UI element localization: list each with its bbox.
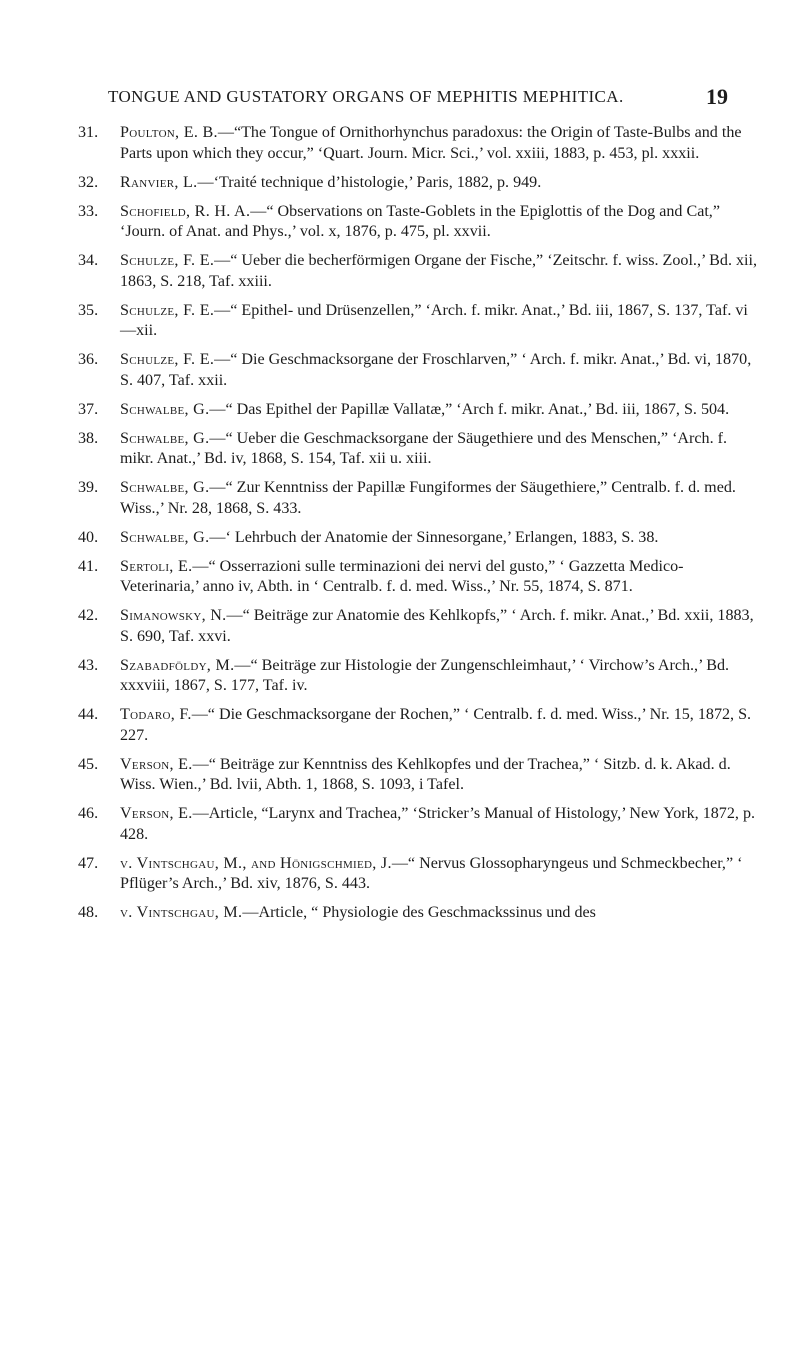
reference-author: Schwalbe, G. bbox=[120, 400, 210, 418]
reference-entry bbox=[78, 173, 758, 194]
reference-author: v. Vintschgau, M., and Hönigschmied, J. bbox=[120, 854, 392, 872]
reference-entry bbox=[78, 350, 758, 391]
reference-entry bbox=[78, 251, 758, 292]
reference-text: —“ Beiträge zur Anatomie des Kehlkopfs,” ‘ Arch. f. mikr. Anat.,’ Bd. xxii, 1883, S. 690, Taf. xxvi. bbox=[120, 607, 754, 645]
reference-number: 47. bbox=[78, 854, 99, 872]
reference-text: —“The Tongue of Ornithorhynchus paradoxus: the Origin of Taste-Bulbs and the Parts upon which they occur,” ‘Quart. Journ. Micr. Sci.,’ vol. xxiii, 1883, p. 453, pl. xxxii. bbox=[120, 124, 742, 162]
reference-author: Schulze, F. E. bbox=[120, 252, 215, 269]
reference-text: —“ Nervus Glossopharyngeus und Schmeckbecher,” ‘ Pflüger’s Arch.,’ Bd. xiv, 1876, S. 443. bbox=[120, 854, 743, 892]
reference-text: —“ Observations on Taste-Goblets in the Epiglottis of the Dog and Cat,” ‘Journ. of Anat. and Phys.,’ vol. x, 1876, p. 475, pl. xxvii. bbox=[120, 202, 720, 240]
reference-author: Schwalbe, G. bbox=[120, 479, 210, 496]
reference-text: —‘Traité technique d’histologie,’ Paris, 1882, p. 949. bbox=[197, 173, 542, 191]
reference-number: 34. bbox=[78, 252, 99, 269]
reference-number: 43. bbox=[78, 656, 99, 674]
reference-author: Schwalbe, G. bbox=[120, 528, 210, 546]
reference-author: Schulze, F. E. bbox=[120, 351, 215, 368]
reference-text: —“ Beiträge zur Kenntniss des Kehlkopfes und der Trachea,” ‘ Sitzb. d. k. Akad. d. Wiss. Wien.,’ Bd. lvii, Abth. 1, 1868, S. 1093, i Tafel. bbox=[120, 755, 731, 793]
reference-number: 46. bbox=[78, 805, 99, 822]
reference-number: 36. bbox=[78, 351, 99, 368]
page-header bbox=[108, 84, 728, 111]
reference-number: 41. bbox=[78, 557, 99, 575]
reference-entry bbox=[78, 301, 758, 342]
reference-text: —“ Ueber die becherförmigen Organe der Fische,” ‘Zeitschr. f. wiss. Zool.,’ Bd. xii, 1863, S. 218, Taf. xxiii. bbox=[120, 252, 758, 290]
reference-author: v. Vintschgau, M. bbox=[120, 904, 243, 921]
reference-number: 38. bbox=[78, 429, 99, 447]
reference-author: Schofield, R. H. A. bbox=[120, 202, 251, 220]
reference-entry bbox=[78, 656, 758, 697]
reference-entry bbox=[78, 202, 758, 243]
reference-number: 33. bbox=[78, 202, 99, 220]
reference-entry bbox=[78, 429, 758, 470]
reference-text: —“ Die Geschmacksorgane der Rochen,” ‘ Centralb. f. d. med. Wiss.,’ Nr. 15, 1872, S. 227. bbox=[120, 706, 752, 744]
page-number: 19 bbox=[706, 84, 728, 109]
reference-text: —“ Epithel- und Drüsenzellen,” ‘Arch. f. mikr. Anat.,’ Bd. iii, 1867, S. 137, Taf. vi—xii. bbox=[120, 301, 748, 339]
reference-number: 39. bbox=[78, 479, 99, 496]
reference-number: 37. bbox=[78, 400, 99, 418]
reference-entry bbox=[78, 478, 758, 519]
reference-number: 45. bbox=[78, 755, 99, 773]
reference-author: Verson, E. bbox=[120, 755, 193, 773]
reference-number: 31. bbox=[78, 124, 99, 141]
reference-number: 42. bbox=[78, 607, 99, 624]
reference-entry bbox=[78, 903, 758, 924]
reference-text: —“ Das Epithel der Papillæ Vallatæ,” ‘Arch f. mikr. Anat.,’ Bd. iii, 1867, S. 504. bbox=[209, 400, 730, 418]
reference-author: Verson, E. bbox=[120, 805, 193, 822]
reference-entry bbox=[78, 123, 758, 164]
reference-number: 48. bbox=[78, 904, 99, 921]
reference-number: 35. bbox=[78, 301, 99, 319]
reference-author: Szabadföldy, M. bbox=[120, 656, 235, 674]
reference-entry bbox=[78, 557, 758, 598]
reference-text: —“ Osserrazioni sulle terminazioni dei nervi del gusto,” ‘ Gazzetta Medico-Veterinaria,’ anno iv, Abth. in ‘ Centralb. f. d. med. Wiss.,’ Nr. 55, 1874, S. 871. bbox=[120, 557, 684, 595]
reference-entry bbox=[78, 528, 758, 549]
reference-text: —“ Die Geschmacksorgane der Froschlarven,” ‘ Arch. f. mikr. Anat.,’ Bd. vi, 1870, S. 407, Taf. xxii. bbox=[120, 351, 752, 389]
reference-text: —“ Zur Kenntniss der Papillæ Fungiformes der Säugethiere,” Centralb. f. d. med. Wiss.,’ Nr. 28, 1868, S. 433. bbox=[120, 479, 736, 517]
reference-author: Schwalbe, G. bbox=[120, 429, 210, 447]
reference-author: Poulton, E. B. bbox=[120, 124, 218, 141]
reference-text: —“ Ueber die Geschmacksorgane der Säugethiere und des Menschen,” ‘Arch. f. mikr. Anat.,’ Bd. iv, 1868, S. 154, Taf. xii u. xiii. bbox=[120, 429, 728, 467]
reference-author: Todaro, F. bbox=[120, 706, 192, 723]
reference-text: —“ Beiträge zur Histologie der Zungenschleimhaut,’ ‘ Virchow’s Arch.,’ Bd. xxxviii, 1867, S. 177, Taf. iv. bbox=[120, 656, 730, 694]
reference-text: —Article, “ Physiologie des Geschmackssinus und des bbox=[242, 904, 596, 921]
reference-author: Sertoli, E. bbox=[120, 557, 193, 575]
reference-entry bbox=[78, 606, 758, 647]
reference-list bbox=[78, 123, 758, 932]
reference-entry bbox=[78, 854, 758, 895]
reference-number: 40. bbox=[78, 528, 99, 546]
reference-author: Ranvier, L. bbox=[120, 173, 198, 191]
reference-text: —‘ Lehrbuch der Anatomie der Sinnesorgane,’ Erlangen, 1883, S. 38. bbox=[209, 528, 659, 546]
reference-author: Simanowsky, N. bbox=[120, 607, 227, 624]
reference-number: 44. bbox=[78, 706, 99, 723]
reference-author: Schulze, F. E. bbox=[120, 301, 215, 319]
running-head: TONGUE AND GUSTATORY ORGANS OF MEPHITIS MEPHITICA. bbox=[108, 87, 624, 106]
reference-entry bbox=[78, 804, 758, 845]
reference-entry bbox=[78, 705, 758, 746]
reference-entry bbox=[78, 400, 758, 421]
reference-entry bbox=[78, 755, 758, 796]
reference-number: 32. bbox=[78, 173, 99, 191]
reference-text: —Article, “Larynx and Trachea,” ‘Stricker’s Manual of Histology,’ New York, 1872, p. 428. bbox=[120, 805, 756, 843]
